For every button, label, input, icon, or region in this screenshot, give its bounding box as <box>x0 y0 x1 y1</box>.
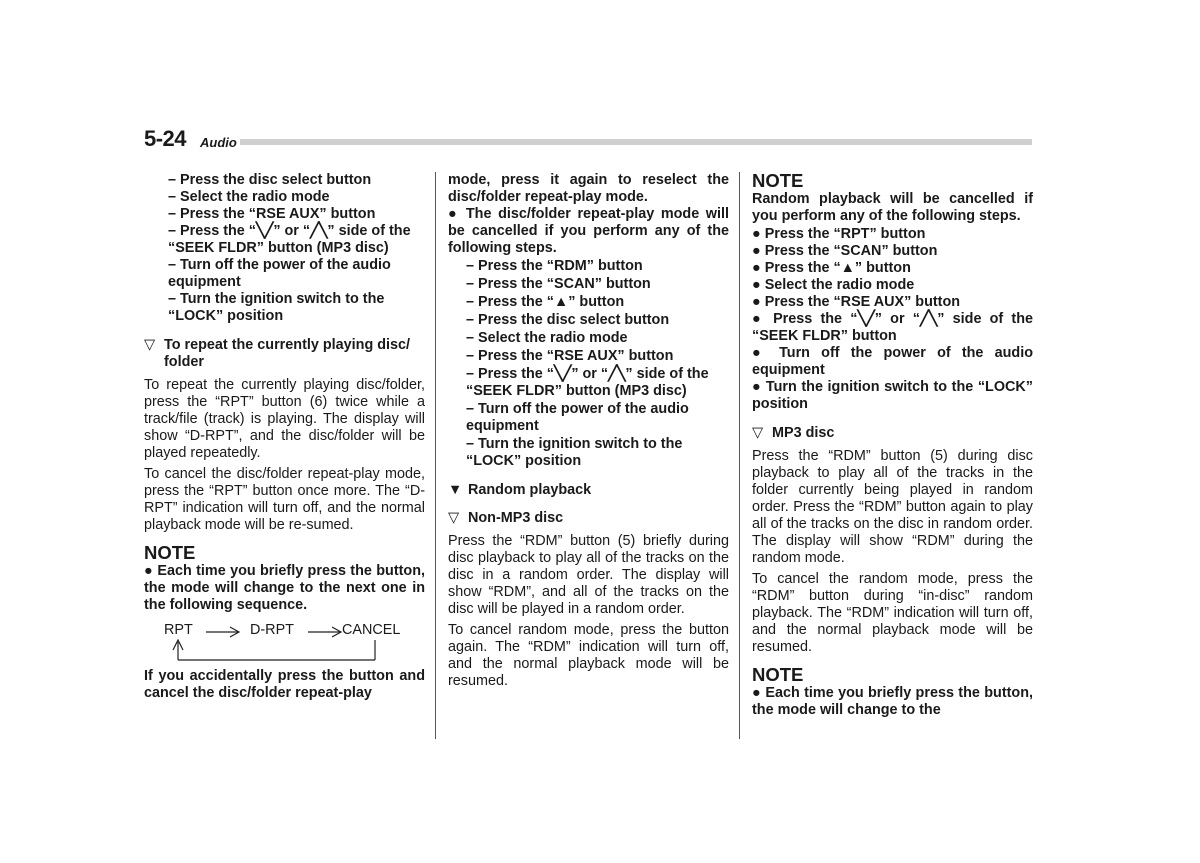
note-heading: NOTE <box>752 664 804 685</box>
subheading-non-mp3 <box>448 510 729 527</box>
heading-random-playback <box>448 482 729 499</box>
note-bullet: ● Press the “╲╱” or “╱╲” side of the “SEEK FLDR” button <box>752 311 1033 344</box>
header-rule <box>240 139 1032 145</box>
paragraph: To cancel the random mode, press the “RDM” button during “in-disc” random playback. The “RDM” indication will turn off, and the normal playback mode will be resumed. <box>752 571 1033 655</box>
triangle-outline-icon: ▽ <box>448 510 460 526</box>
paragraph: Press the “RDM” button (5) briefly during disc playback to play all of the tracks on the disc in a random order. The display will show “RDM”, and all of the tracks on the disc will be played in a random order. <box>448 533 729 617</box>
step-item: – Press the “RDM” button <box>466 258 643 274</box>
paragraph: To cancel the disc/folder repeat-play mode, press the “RPT” button once more. The “D-RPT” indication will turn off, and the normal playback mode will be re-sumed. <box>144 466 425 533</box>
column-2 <box>448 172 729 690</box>
subheading-text-2: folder <box>164 354 204 370</box>
note-heading: NOTE <box>144 542 196 563</box>
step-item: “LOCK” position <box>168 308 284 324</box>
step-item: – Select the radio mode <box>168 189 330 205</box>
paragraph: Press the “RDM” button (5) during disc playback to play all of the tracks in the folder currently being played in random order. Press the “RDM” button again to play all of the tracks on the disc in random order. The display will show “RDM” during the random mode. <box>752 448 1033 566</box>
heading-text: Random playback <box>468 482 592 498</box>
step-item: – Turn the ignition switch to the <box>168 291 385 307</box>
step-item: equipment <box>168 274 241 290</box>
step-item: – Turn off the power of the audio <box>466 401 689 417</box>
step-item: – Press the “╲╱” or “╱╲” side of the <box>168 223 411 239</box>
subheading-text: MP3 disc <box>772 425 835 441</box>
note-bullet: ● Press the “SCAN” button <box>752 243 938 259</box>
note-text: ● Each time you briefly press the button, the mode will change to the <box>752 685 1033 718</box>
step-item: – Turn the ignition switch to the <box>466 436 683 452</box>
step-item: – Press the “▲” button <box>466 294 625 310</box>
step-item: – Press the “RSE AUX” button <box>168 206 376 222</box>
paragraph: mode, press it again to reselect the disc/folder repeat-play mode. <box>448 172 729 205</box>
column-divider-1 <box>435 172 436 739</box>
sequence-drpt: D-RPT <box>250 622 294 638</box>
section-title: Audio <box>200 135 237 150</box>
column-divider-2 <box>739 172 740 739</box>
step-item: “LOCK” position <box>466 453 582 469</box>
step-item: “SEEK FLDR” button (MP3 disc) <box>168 240 389 256</box>
column-3 <box>752 172 1033 719</box>
step-item: “SEEK FLDR” button (MP3 disc) <box>466 383 687 399</box>
note-heading: NOTE <box>752 170 804 191</box>
triangle-filled-icon: ▼ <box>448 482 463 498</box>
step-item: – Press the “SCAN” button <box>466 276 651 292</box>
step-item: equipment <box>466 418 539 434</box>
mode-sequence-diagram <box>144 620 425 664</box>
paragraph: To cancel random mode, press the button again. The “RDM” indication will turn off, and the normal playback mode will be resumed. <box>448 622 729 689</box>
subheading-mp3 <box>752 425 1033 442</box>
step-item: – Turn off the power of the audio <box>168 257 391 273</box>
step-list <box>448 258 729 470</box>
note-text: ● Each time you briefly press the button, the mode will change to the next one in the following sequence. <box>144 563 425 613</box>
note-bullet: ● Turn off the power of the audio equipment <box>752 345 1033 378</box>
step-item: – Press the disc select button <box>168 172 372 188</box>
sequence-cancel: CANCEL <box>342 622 401 638</box>
column-1 <box>144 172 425 702</box>
triangle-outline-icon: ▽ <box>752 425 764 441</box>
step-item: – Press the disc select button <box>466 312 670 328</box>
step-item: – Select the radio mode <box>466 330 628 346</box>
note-bullet: ● Select the radio mode <box>752 277 915 293</box>
arrow-right-icon <box>206 626 242 638</box>
subheading-text: Non-MP3 disc <box>468 510 564 526</box>
sequence-rpt: RPT <box>164 622 193 638</box>
note-bullet: ● The disc/folder repeat-play mode will be cancelled if you perform any of the following steps. <box>448 206 729 256</box>
note-bullet: ● Press the “▲” button <box>752 260 911 276</box>
step-item: – Press the “╲╱” or “╱╲” side of the <box>466 366 709 382</box>
paragraph: If you accidentally press the button and cancel the disc/folder repeat-play <box>144 668 425 701</box>
note-bullet: ● Turn the ignition switch to the “LOCK” position <box>752 379 1033 412</box>
loop-back-arrow-icon <box>172 638 382 664</box>
paragraph: To repeat the currently playing disc/folder, press the “RPT” button (6) twice while a track/file (track) is playing. The display will show “D-RPT”, and the disc/folder will be played repeatedly. <box>144 377 425 461</box>
note-bullet: ● Press the “RSE AUX” button <box>752 294 961 310</box>
triangle-outline-icon: ▽ <box>144 337 156 353</box>
step-item: – Press the “RSE AUX” button <box>466 348 674 364</box>
note-bullet: ● Press the “RPT” button <box>752 226 926 242</box>
subheading-repeat <box>144 337 425 371</box>
arrow-right-icon <box>308 626 344 638</box>
subheading-text: To repeat the currently playing disc/ <box>164 337 411 353</box>
page-header <box>144 124 1032 154</box>
note-text: Random playback will be cancelled if you perform any of the following steps. <box>752 191 1033 224</box>
page-number: 5-24 <box>144 126 187 151</box>
